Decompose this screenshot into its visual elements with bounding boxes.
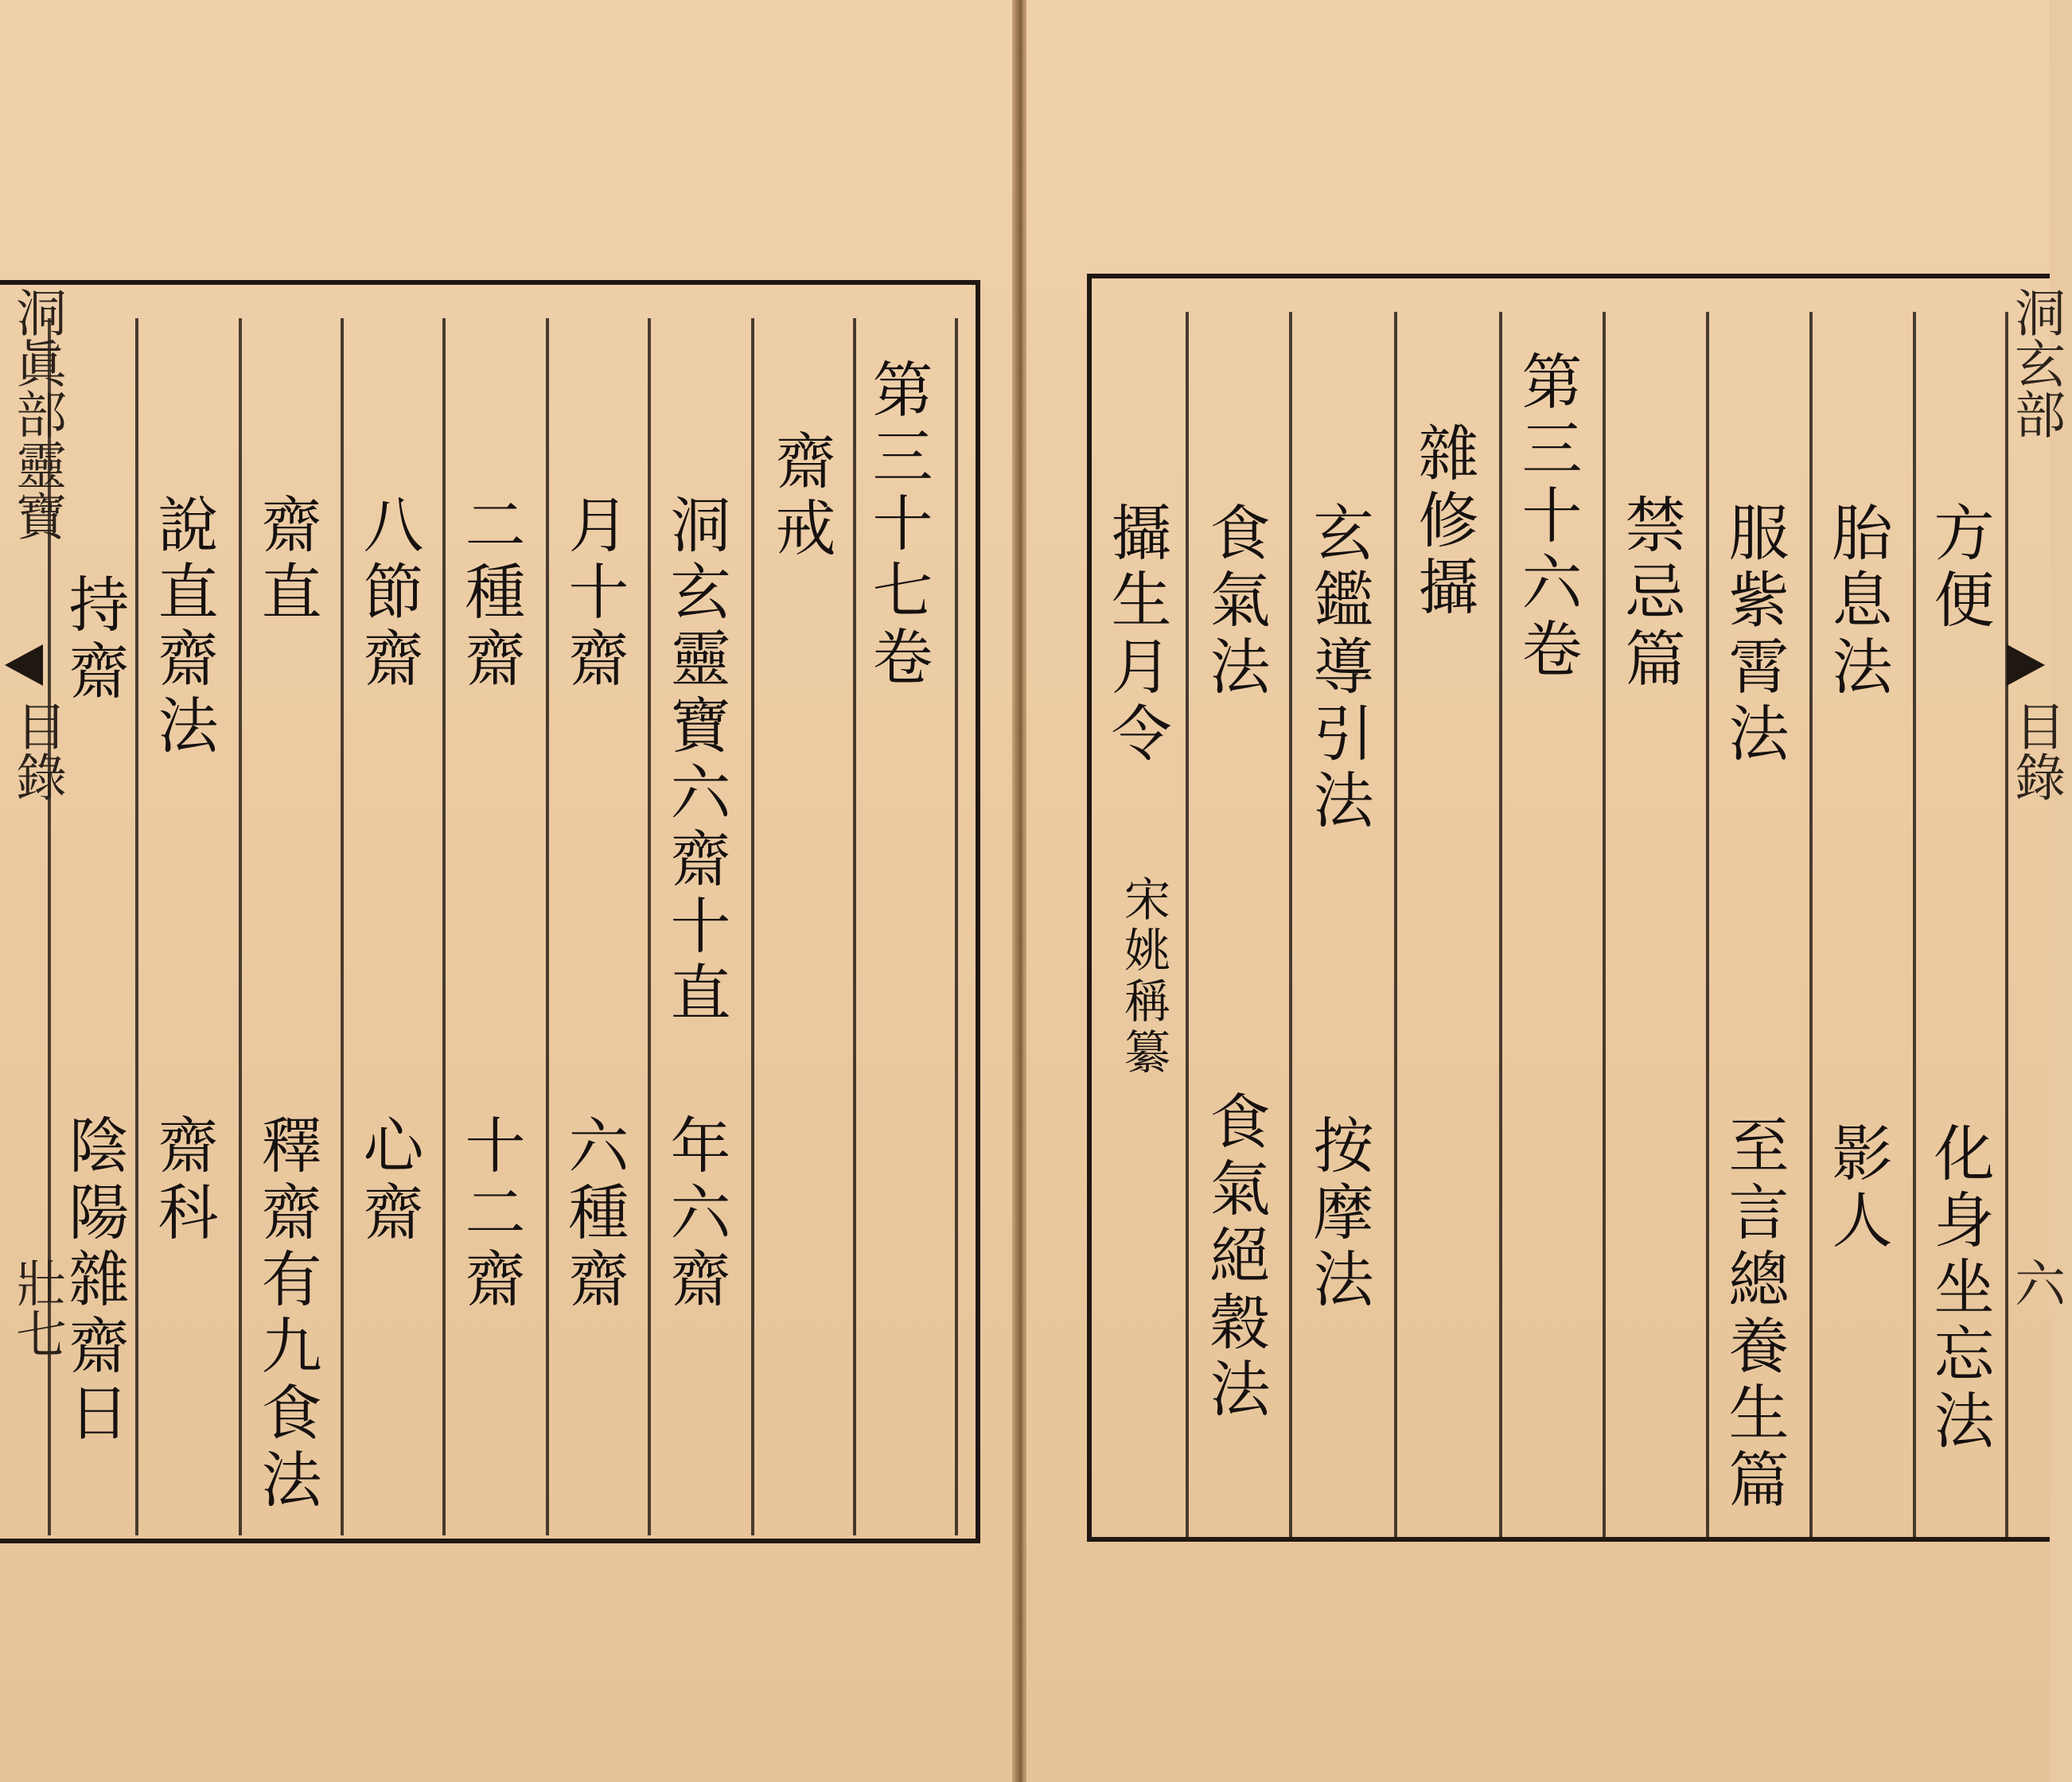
toc-entry: 釋齋有九食法 — [251, 1114, 322, 1515]
column-rule — [1913, 312, 1916, 1537]
toc-entry: 六種齋 — [559, 1114, 629, 1314]
right-page — [1026, 0, 2065, 1782]
column-rule — [751, 318, 754, 1535]
right-folio: 六 — [2006, 1257, 2065, 1308]
column-rule — [955, 318, 958, 1535]
toc-entry: 第三十七卷 — [863, 358, 933, 692]
column-rule — [239, 318, 242, 1535]
toc-entry: 十二齋 — [455, 1114, 526, 1314]
toc-entry: 年六齋 — [660, 1114, 731, 1314]
column-rule — [135, 318, 138, 1535]
compiler-credit: 宋姚稱纂 — [1116, 875, 1170, 1079]
toc-entry: 按摩法 — [1303, 1114, 1374, 1314]
column-rule — [1809, 312, 1813, 1537]
toc-entry: 第三十六卷 — [1512, 350, 1583, 684]
toc-entry: 方便 — [1924, 501, 1995, 635]
toc-entry: 持齋 — [59, 573, 130, 706]
toc-entry: 月十齋 — [559, 493, 629, 694]
column-rule — [1394, 312, 1397, 1537]
toc-entry: 雜修攝 — [1408, 422, 1479, 622]
toc-entry: 食氣法 — [1200, 501, 1271, 702]
toc-entry: 陰陽雜齋日 — [59, 1114, 130, 1448]
left-page — [0, 0, 1017, 1782]
left-edge-section: 目錄 — [7, 700, 66, 802]
toc-entry: 影人 — [1822, 1122, 1893, 1255]
toc-entry: 攝生月令 — [1101, 501, 1172, 768]
column-rule — [1499, 312, 1502, 1537]
column-rule — [2005, 312, 2008, 1537]
left-folio: 壯七 — [7, 1257, 66, 1359]
left-edge-title: 洞眞部靈寶 — [7, 286, 66, 541]
toc-entry: 食氣絕穀法 — [1200, 1090, 1271, 1424]
column-rule — [546, 318, 549, 1535]
toc-entry: 心齋 — [353, 1114, 424, 1247]
toc-entry: 八節齋 — [353, 493, 424, 694]
column-rule — [1603, 312, 1606, 1537]
toc-entry: 至言總養生篇 — [1719, 1114, 1790, 1515]
column-rule — [1289, 312, 1292, 1537]
toc-entry: 齋科 — [148, 1114, 219, 1247]
column-rule — [1186, 312, 1189, 1537]
column-rule — [648, 318, 651, 1535]
column-rule — [853, 318, 856, 1535]
toc-entry: 說直齋法 — [148, 493, 219, 761]
toc-entry: 禁忌篇 — [1615, 493, 1686, 694]
fish-tail-mark — [5, 644, 43, 686]
toc-entry: 二種齋 — [455, 493, 526, 694]
right-edge-title: 洞玄部 — [2006, 286, 2065, 439]
toc-entry: 胎息法 — [1822, 501, 1893, 702]
toc-entry: 洞玄靈寶六齋十直 — [660, 493, 731, 1028]
column-rule — [1706, 312, 1709, 1537]
toc-entry: 齋直 — [251, 493, 322, 627]
column-rule — [341, 318, 344, 1535]
toc-entry: 齋戒 — [765, 430, 836, 563]
toc-entry: 服紫霄法 — [1719, 501, 1790, 768]
toc-entry: 化身坐忘法 — [1924, 1122, 1995, 1456]
right-edge-section: 目錄 — [2006, 700, 2065, 802]
fish-tail-mark — [2007, 644, 2045, 686]
column-rule — [442, 318, 446, 1535]
toc-entry: 玄鑑導引法 — [1303, 501, 1374, 835]
